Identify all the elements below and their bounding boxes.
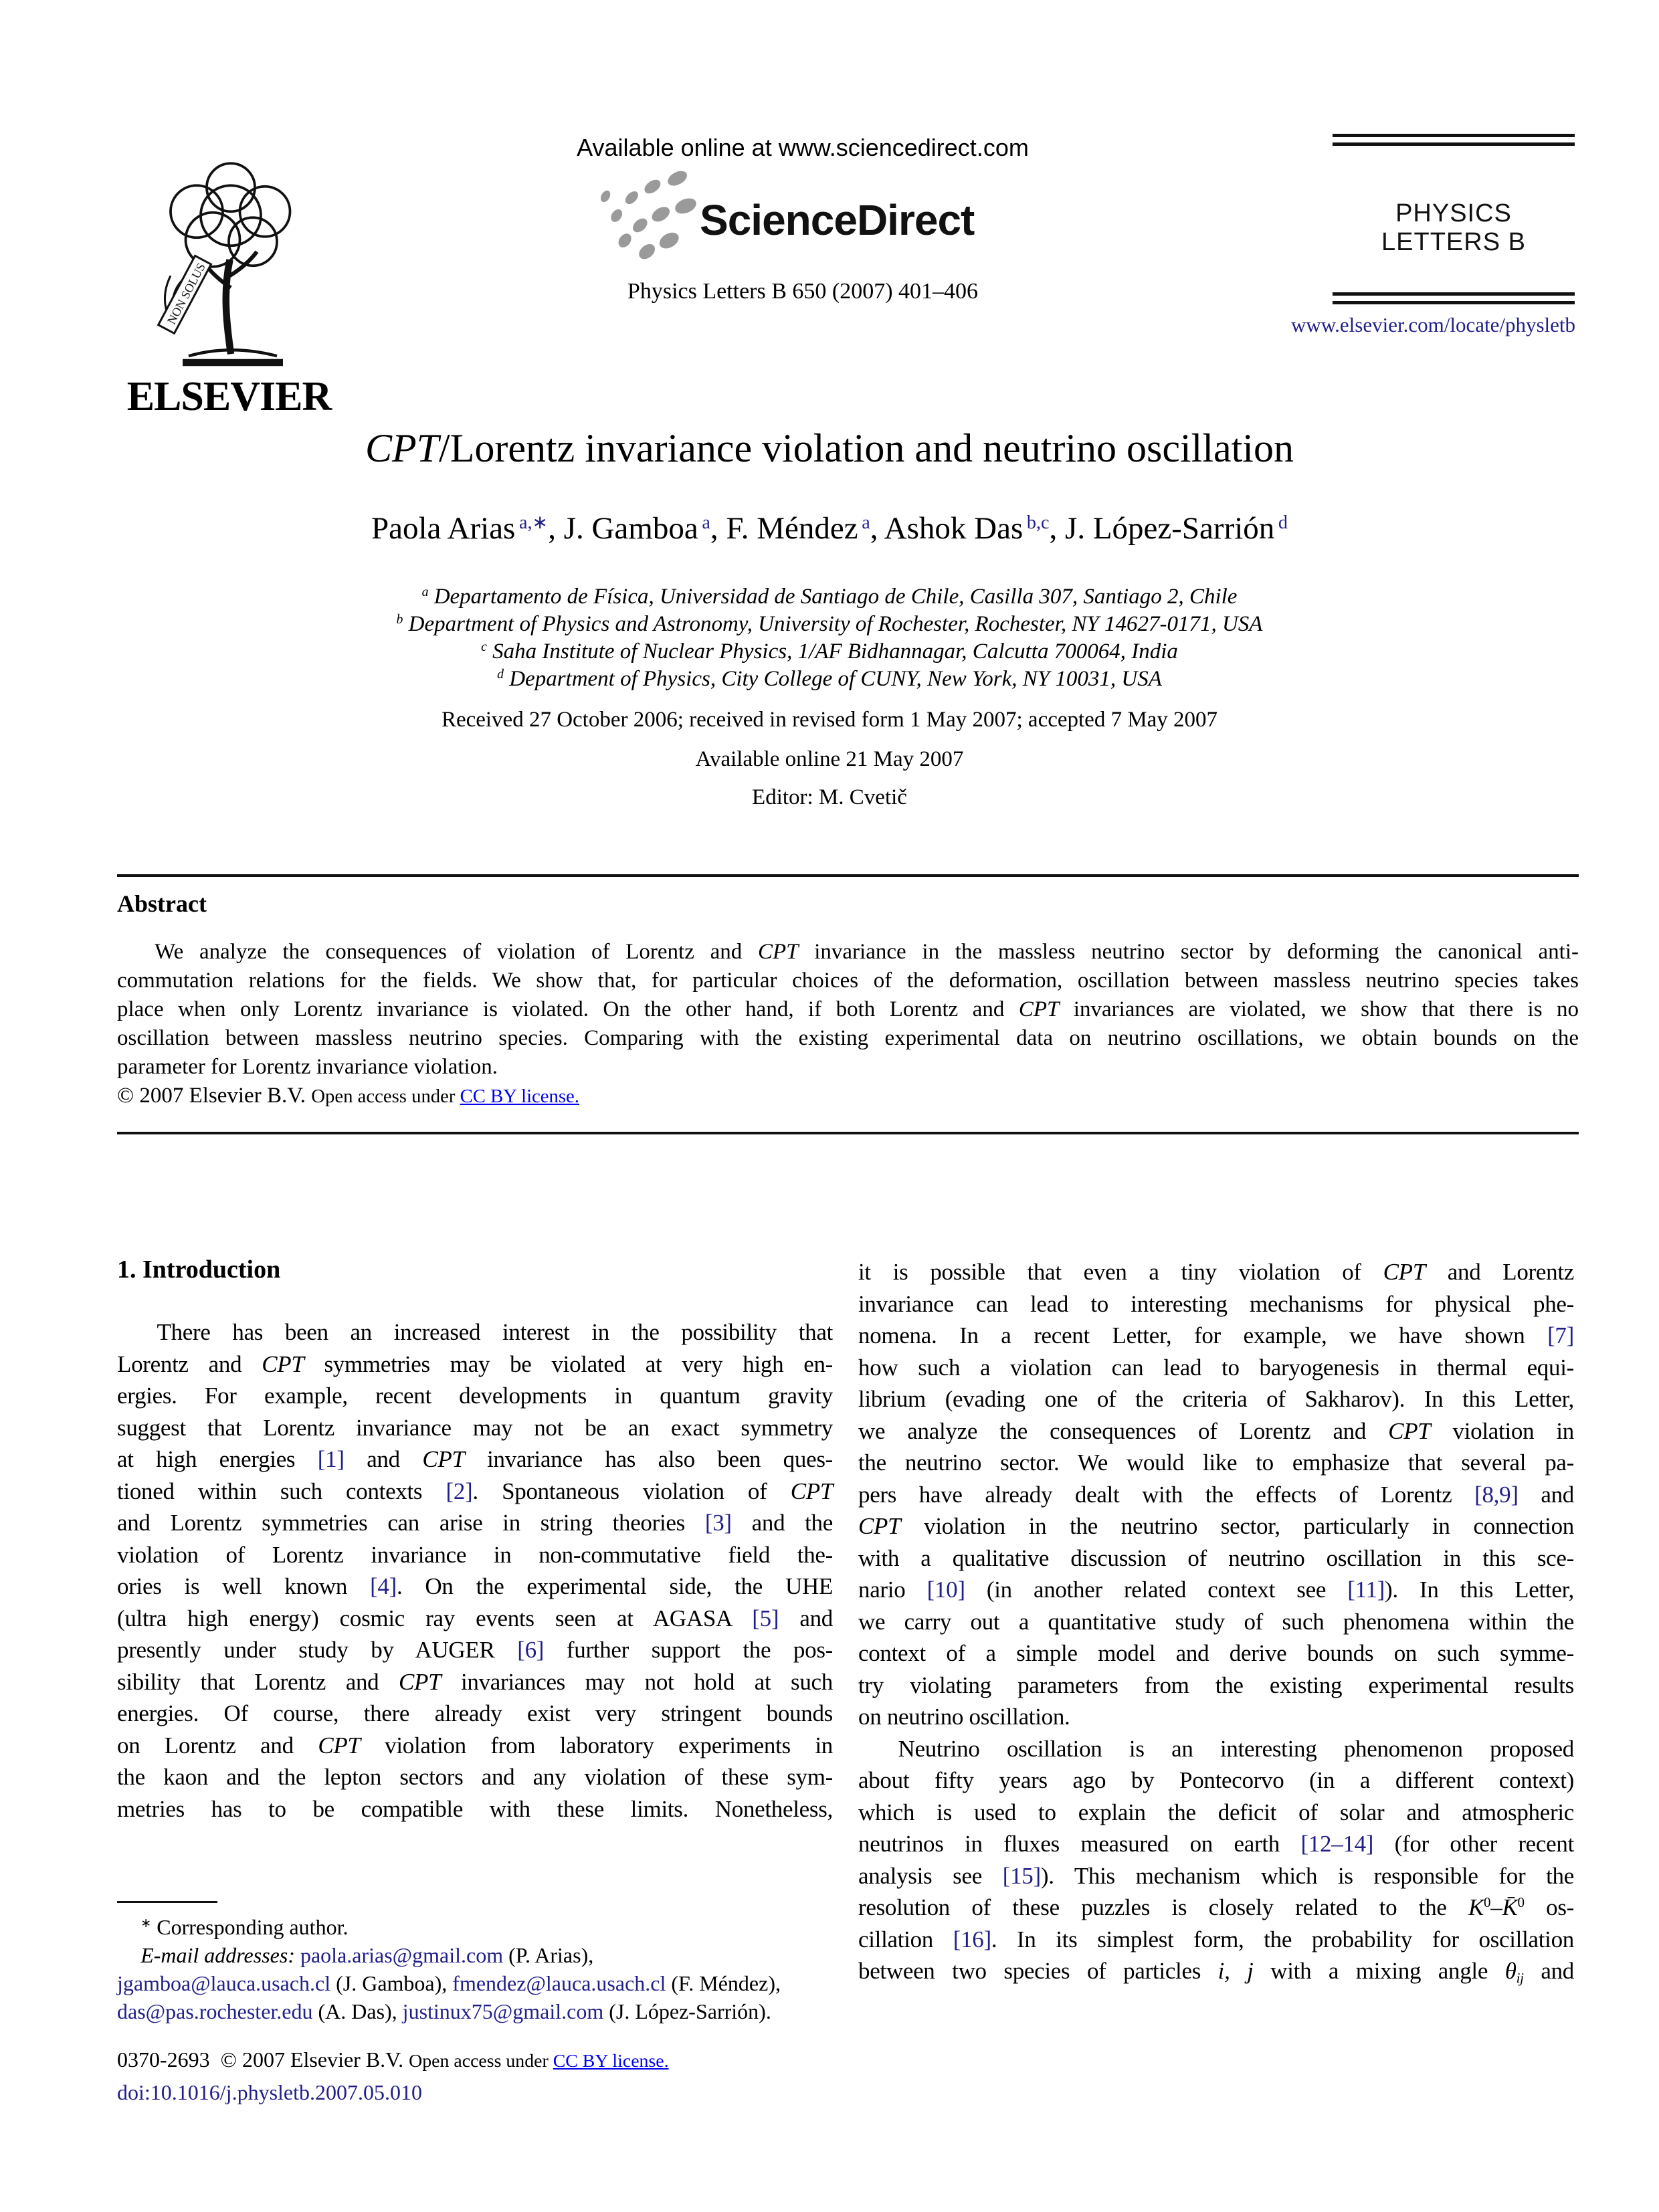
abstract-top-rule bbox=[117, 874, 1579, 877]
sciencedirect-dots-icon bbox=[587, 166, 701, 270]
citation-link[interactable]: [11] bbox=[1347, 1577, 1385, 1603]
article-title: CPT/Lorentz invariance violation and neutrino oscillation bbox=[365, 426, 1294, 470]
author-line: Paola Arias $^{a,∗}$, J. Gamboa $^a$, F. Méndez $^a$, Ashok Das $^{b,c}$, J. López-Sarrión $^d$ bbox=[371, 511, 1288, 546]
text-line: ∗ Corresponding author. bbox=[140, 1915, 349, 1939]
text-line: invariance can lead to interesting mechanisms for physical phe- bbox=[858, 1290, 1574, 1317]
email-link[interactable]: fmendez@lauca.usach.cl bbox=[452, 1971, 666, 1995]
available-online-date: Available online 21 May 2007 bbox=[695, 747, 964, 771]
text-line: (ultra high energy) cosmic ray events seen at AGASA [5] and bbox=[117, 1605, 833, 1631]
affiliations bbox=[117, 583, 1542, 693]
text-line: with a qualitative discussion of neutrino oscillation in this sce- bbox=[858, 1544, 1574, 1571]
text-line: between two species of particles i, j with a mixing angle $\theta_{ij}$ and bbox=[858, 1958, 1574, 1986]
citation-link[interactable]: [1] bbox=[317, 1446, 345, 1472]
text-line: and Lorentz symmetries can arise in string theories [3] and the bbox=[117, 1510, 833, 1536]
text-line: the kaon and the lepton sectors and any violation of these sym- bbox=[117, 1764, 833, 1790]
footnote-rule bbox=[117, 1901, 217, 1903]
email-link[interactable]: paola.arias@gmail.com bbox=[300, 1943, 504, 1967]
text-line: cillation [16]. In its simplest form, the probability for oscillation bbox=[858, 1926, 1574, 1952]
text-line: nomena. In a recent Letter, for example, we have shown [7] bbox=[858, 1322, 1574, 1348]
text-line: oscillation between massless neutrino species. Comparing with the existing experimental data on neutrino oscillations, we obtain bounds on the bbox=[117, 1026, 1579, 1050]
masthead-title: PHYSICS LETTERS B bbox=[1381, 199, 1526, 256]
left-column bbox=[117, 1316, 833, 1825]
text-line: metries has to be compatible with these limits. Nonetheless, bbox=[117, 1795, 833, 1822]
citation-link[interactable]: [10] bbox=[926, 1577, 965, 1603]
text-line: Lorentz and CPT symmetries may be violated at very high en- bbox=[117, 1350, 834, 1377]
affiliation: $^d$ Department of Physics, City College of CUNY, New York, NY 10031, USA bbox=[497, 667, 1162, 691]
masthead-rule bbox=[1333, 292, 1575, 296]
text-line: it is possible that even a tiny violation of CPT and Lorentz bbox=[858, 1259, 1574, 1285]
available-online-text: Available online at www.sciencedirect.com bbox=[577, 134, 1029, 161]
citation-link[interactable]: [6] bbox=[517, 1637, 545, 1663]
email-link[interactable]: jgamboa@lauca.usach.cl bbox=[117, 1971, 331, 1995]
sciencedirect-wordmark[interactable]: ScienceDirect bbox=[700, 196, 975, 244]
elsevier-tree-logo bbox=[130, 155, 331, 369]
text-line: we analyze the consequences of Lorentz and CPT violation in bbox=[858, 1417, 1574, 1444]
email-link[interactable]: doi:10.1016/j.physletb.2007.05.010 bbox=[117, 2080, 422, 2104]
paragraph bbox=[117, 938, 1579, 1082]
citation-link[interactable]: [16] bbox=[953, 1926, 991, 1952]
text-line: neutrinos in fluxes measured on earth [12–14] (for other recent bbox=[858, 1831, 1574, 1857]
citation-link[interactable]: [7] bbox=[1547, 1322, 1574, 1348]
text-line: ergies. For example, recent developments in quantum gravity bbox=[117, 1383, 833, 1409]
text-line: how such a violation can lead to baryogenesis in thermal equi- bbox=[858, 1354, 1574, 1381]
text-line: We analyze the consequences of violation of Lorentz and CPT invariance in the massless neutrino sector by deforming the canonical anti- bbox=[155, 940, 1579, 964]
abstract-copyright: © 2007 Elsevier B.V. Open access under CC BY license. bbox=[117, 1084, 579, 1108]
logo-banner-text: NON SOLUS bbox=[165, 261, 208, 327]
paragraph bbox=[117, 1316, 833, 1825]
editor-line: Editor: M. Cvetič bbox=[752, 785, 907, 809]
issn-doi-block bbox=[117, 2044, 833, 2108]
journal-reference: Physics Letters B 650 (2007) 401–406 bbox=[627, 279, 979, 304]
paragraph bbox=[858, 1733, 1574, 1987]
email-link[interactable]: das@pas.rochester.edu bbox=[117, 1999, 313, 2023]
text-line: pers have already dealt with the effects of Lorentz [8,9] and bbox=[858, 1481, 1574, 1508]
text-line: ories is well known [4]. On the experimental side, the UHE bbox=[117, 1573, 833, 1599]
footnote-block bbox=[117, 1913, 833, 2025]
abstract-bottom-rule bbox=[117, 1132, 1579, 1134]
text-line: presently under study by AUGER [6] further support the pos- bbox=[117, 1637, 834, 1663]
abstract-body bbox=[117, 938, 1579, 1082]
journal-site-link[interactable]: www.elsevier.com/locate/physletb bbox=[1291, 313, 1575, 336]
cc-by-license-link[interactable]: CC BY license. bbox=[460, 1086, 579, 1107]
text-line: suggest that Lorentz invariance may not be an exact symmetry bbox=[117, 1414, 833, 1441]
text-line: There has been an increased interest in the possibility that bbox=[157, 1319, 833, 1345]
paragraph bbox=[858, 1256, 1574, 1733]
text-line: das@pas.rochester.edu (A. Das), justinux75@gmail.com (J. López-Sarrión). bbox=[117, 1999, 771, 2023]
text-line: which is used to explain the deficit of solar and atmospheric bbox=[858, 1799, 1574, 1825]
text-line: the neutrino sector. We would like to emphasize that several pa- bbox=[858, 1449, 1574, 1476]
elsevier-wordmark: ELSEVIER bbox=[126, 374, 332, 419]
text-line: 0370-2693 © 2007 Elsevier B.V. Open access under CC BY license. bbox=[117, 2047, 669, 2072]
masthead-rule bbox=[1333, 142, 1575, 146]
citation-link[interactable]: [4] bbox=[370, 1573, 397, 1599]
text-line: violation of Lorentz invariance in non-commutative field the- bbox=[117, 1541, 833, 1568]
right-column bbox=[858, 1256, 1574, 1987]
text-line: jgamboa@lauca.usach.cl (J. Gamboa), fmendez@lauca.usach.cl (F. Méndez), bbox=[117, 1971, 781, 1995]
citation-link[interactable]: [15] bbox=[1002, 1862, 1041, 1889]
text-line: on neutrino oscillation. bbox=[858, 1704, 1070, 1730]
masthead-rule bbox=[1333, 301, 1575, 304]
citation-link[interactable]: [5] bbox=[752, 1605, 779, 1631]
text-line: try violating parameters from the existing experimental results bbox=[858, 1672, 1574, 1698]
text-line: librium (evading one of the criteria of Sakharov). In this Letter, bbox=[858, 1386, 1574, 1412]
abstract-heading: Abstract bbox=[117, 890, 207, 917]
elsevier-tree-icon bbox=[130, 155, 331, 369]
text-line: tioned within such contexts [2]. Spontaneous violation of CPT bbox=[117, 1478, 833, 1504]
citation-link[interactable]: [3] bbox=[704, 1510, 732, 1536]
text-line: analysis see [15]). This mechanism which is responsible for the bbox=[858, 1862, 1574, 1889]
text-line: Neutrino oscillation is an interesting phenomenon proposed bbox=[898, 1735, 1574, 1762]
citation-link[interactable]: [2] bbox=[446, 1478, 473, 1504]
text-line: sibility that Lorentz and CPT invariances may not hold at such bbox=[117, 1668, 833, 1695]
masthead-rule bbox=[1333, 134, 1575, 137]
affiliation: $^c$ Saha Institute of Nuclear Physics, 1/AF Bidhannagar, Calcutta 700064, India bbox=[481, 639, 1178, 664]
text-line: on Lorentz and CPT violation from laboratory experiments in bbox=[117, 1732, 833, 1758]
text-line: we carry out a quantitative study of such phenomena within the bbox=[858, 1608, 1574, 1635]
citation-link[interactable]: [8,9] bbox=[1474, 1481, 1519, 1508]
text-line: place when only Lorentz invariance is violated. On the other hand, if both Lorentz and CPT invariances are violated, we show that there is no bbox=[117, 997, 1579, 1021]
citation-link[interactable]: [12–14] bbox=[1300, 1831, 1374, 1857]
text-line: context of a simple model and derive bounds on such symme- bbox=[858, 1640, 1574, 1666]
text-line: CPT violation in the neutrino sector, particularly in connection bbox=[858, 1513, 1574, 1539]
email-link[interactable]: justinux75@gmail.com bbox=[402, 1999, 604, 2023]
affiliation: $^a$ Departamento de Física, Universidad de Santiago de Chile, Casilla 307, Santiago 2, Chile bbox=[421, 585, 1238, 609]
cc-by-license-link[interactable]: CC BY license. bbox=[553, 2051, 669, 2072]
text-line: commutation relations for the fields. We show that, for particular choices of the deformation, oscillation between massless neutrino species takes bbox=[117, 969, 1579, 993]
affiliation: $^b$ Department of Physics and Astronomy, University of Rochester, Rochester, NY 14627-0171, USA bbox=[396, 612, 1263, 636]
text-line bbox=[117, 2077, 833, 2108]
text-line: at high energies [1] and CPT invariance has also been ques- bbox=[117, 1446, 833, 1472]
text-line: parameter for Lorentz invariance violation. bbox=[117, 1055, 498, 1079]
text-line: nario [10] (in another related context see [11]). In this Letter, bbox=[858, 1577, 1574, 1603]
text-line: E-mail addresses: paola.arias@gmail.com (P. Arias), bbox=[140, 1943, 594, 1967]
text-line: resolution of these puzzles is closely related to the $K^0-K̄^0$ os- bbox=[858, 1894, 1575, 1920]
text-line: about fifty years ago by Pontecorvo (in a different context) bbox=[858, 1767, 1574, 1793]
received-dates: Received 27 October 2006; received in revised form 1 May 2007; accepted 7 May 2007 bbox=[441, 708, 1218, 732]
text-line: energies. Of course, there already exist very stringent bounds bbox=[117, 1700, 833, 1726]
section-heading-introduction: 1. Introduction bbox=[117, 1255, 281, 1284]
